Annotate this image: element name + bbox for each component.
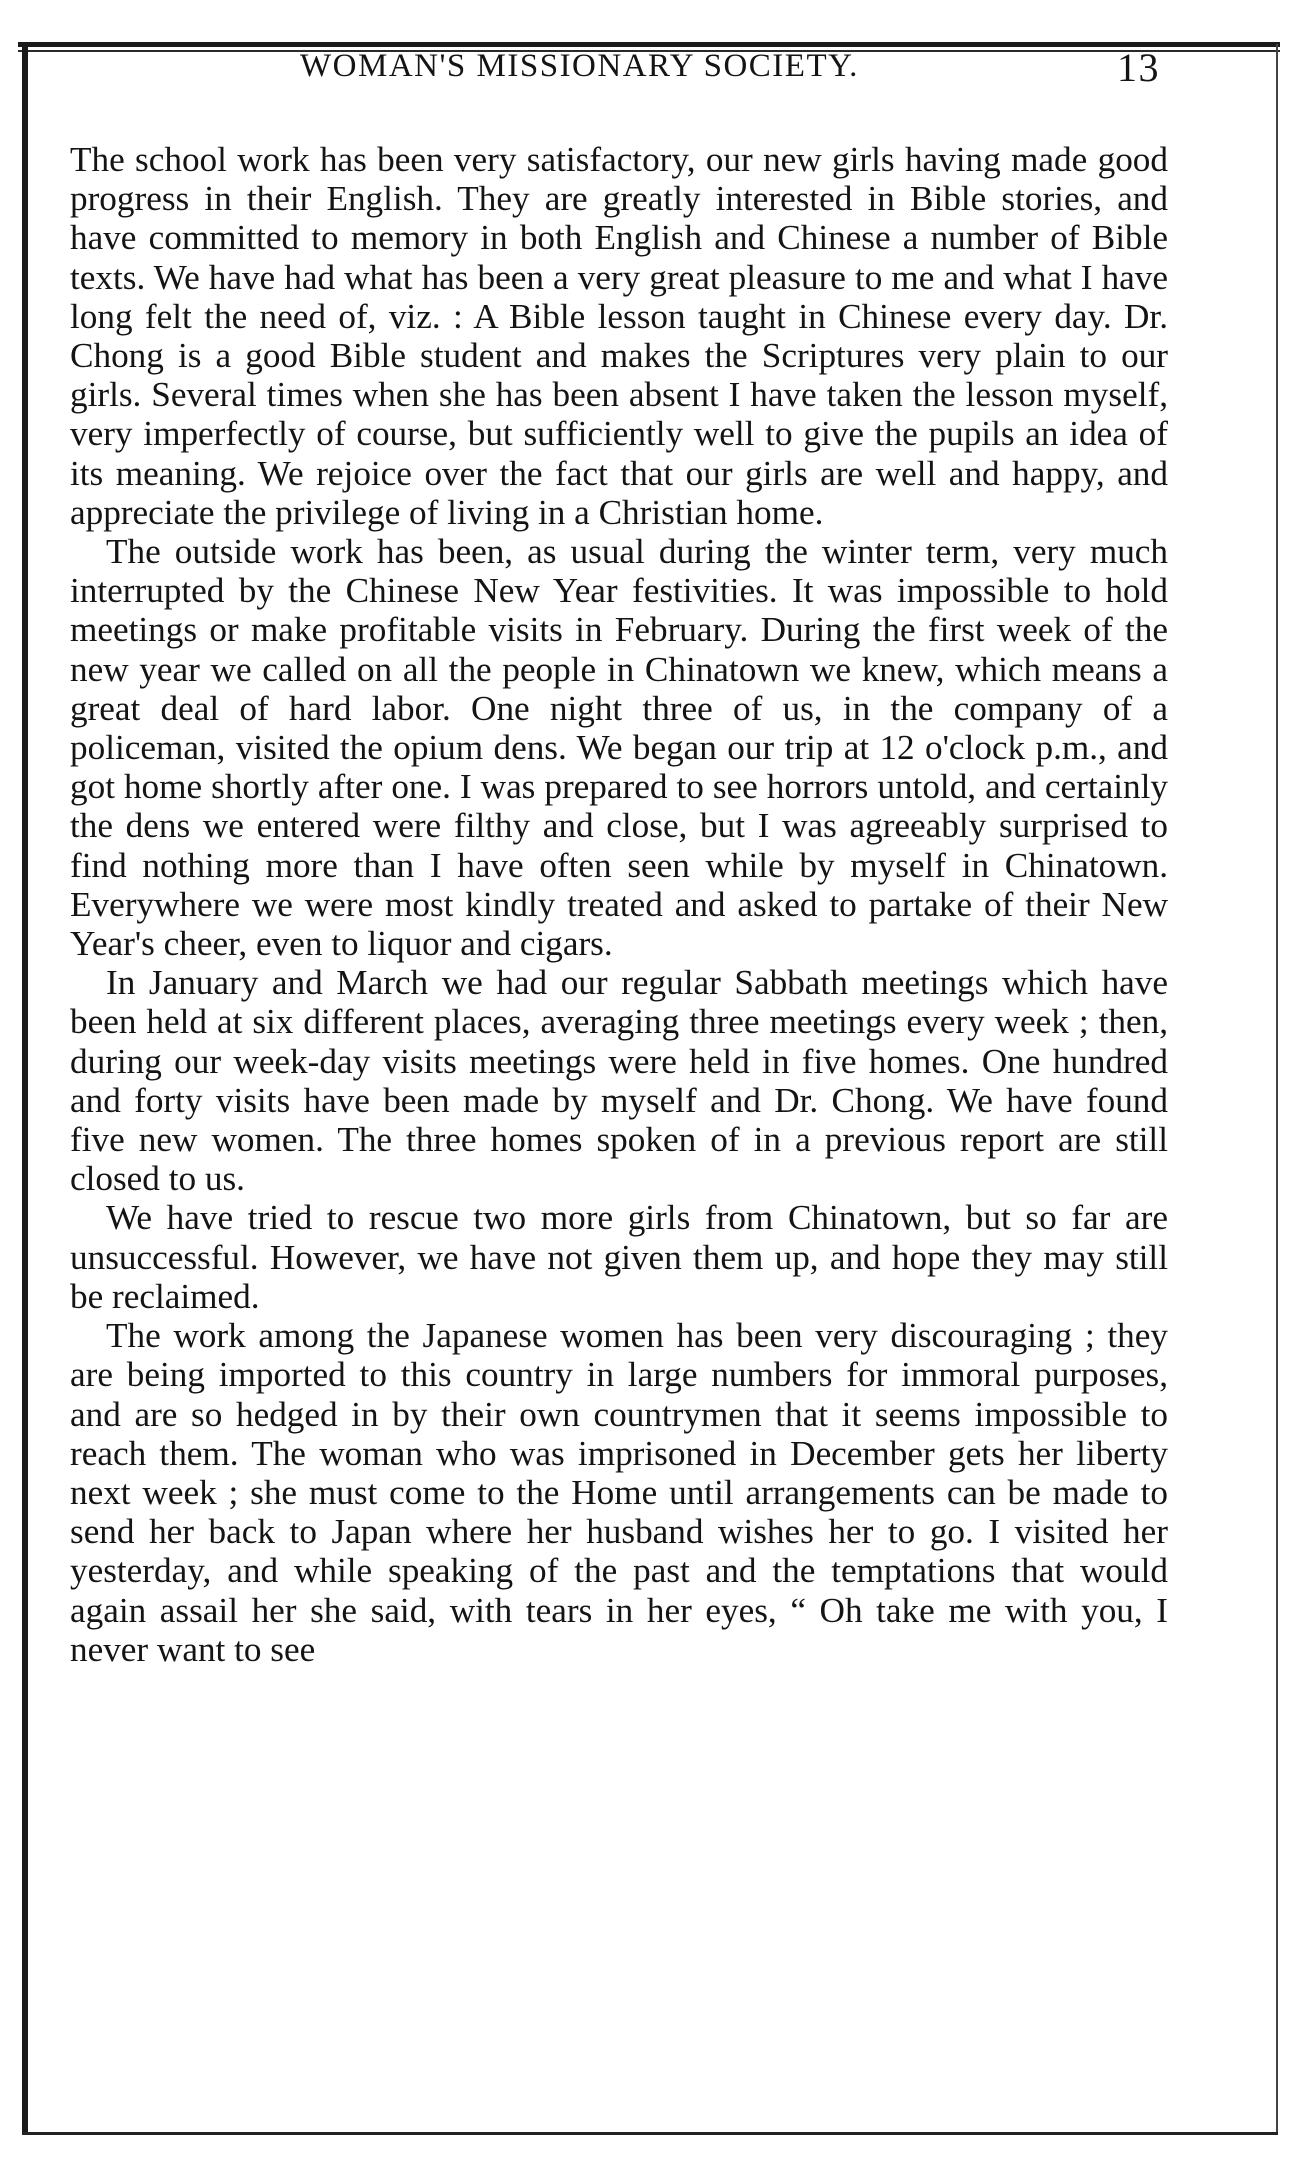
right-border-rule: [1276, 44, 1278, 2134]
paragraph-sabbath-meetings: In January and March we had our regular Sabbath meetings which have been held at six different places, averaging three meetings every week ; then, during our week-day visits meetings were held in five homes. One hundred and forty visits have been made by myself and Dr. Chong. We have found five new women. The three homes spoken of in a previous report are still closed to us.: [70, 963, 1168, 1199]
running-header: [300, 45, 1160, 92]
paragraph-rescue: We have tried to rescue two more girls from Chinatown, but so far are unsuccessful. However, we have not given them up, and hope they may still be reclaimed.: [70, 1198, 1168, 1316]
paragraph-school-work: The school work has been very satisfactory, our new girls having made good progress in their English. They are greatly interested in Bible stories, and have committed to memory in both English and Chinese a number of Bible texts. We have had what has been a very great pleasure to me and what I have long felt the need of, viz. : A Bible lesson taught in Chinese every day. Dr. Chong is a good Bible student and makes the Scriptures very plain to our girls. Several times when she has been absent I have taken the lesson myself, very imperfectly of course, but sufficiently well to give the pupils an idea of its meaning. We rejoice over the fact that our girls are well and happy, and appreciate the privilege of living in a Christian home.: [70, 140, 1168, 532]
bottom-border-rule: [22, 2132, 1278, 2135]
top-border-rule: [18, 42, 1280, 47]
running-header-title: WOMAN'S MISSIONARY SOCIETY.: [300, 48, 859, 84]
body-text: [70, 140, 1168, 1669]
paragraph-japanese-women: The work among the Japanese women has been very discouraging ; they are being imported to this country in large numbers for immoral purposes, and are so hedged in by their own countrymen that it seems impossible to reach them. The woman who was imprisoned in December gets her liberty next week ; she must come to the Home until arrangements can be made to send her back to Japan where her husband wishes her to go. I visited her yesterday, and while speaking of the past and the temptations that would again assail her she said, with tears in her eyes, “ Oh take me with you, I never want to see: [70, 1316, 1168, 1669]
page-number: 13: [1117, 45, 1160, 90]
left-border-rule: [22, 44, 28, 2134]
paragraph-outside-work: The outside work has been, as usual during the winter term, very much interrupted by the Chinese New Year festivities. It was impossible to hold meetings or make profitable visits in February. During the first week of the new year we called on all the people in Chinatown we knew, which means a great deal of hard labor. One night three of us, in the company of a policeman, visited the opium dens. We began our trip at 12 o'clock p.m., and got home shortly after one. I was prepared to see horrors untold, and certainly the dens we entered were filthy and close, but I was agreeably surprised to find nothing more than I have often seen while by myself in Chinatown. Everywhere we were most kindly treated and asked to partake of their New Year's cheer, even to liquor and cigars.: [70, 532, 1168, 964]
